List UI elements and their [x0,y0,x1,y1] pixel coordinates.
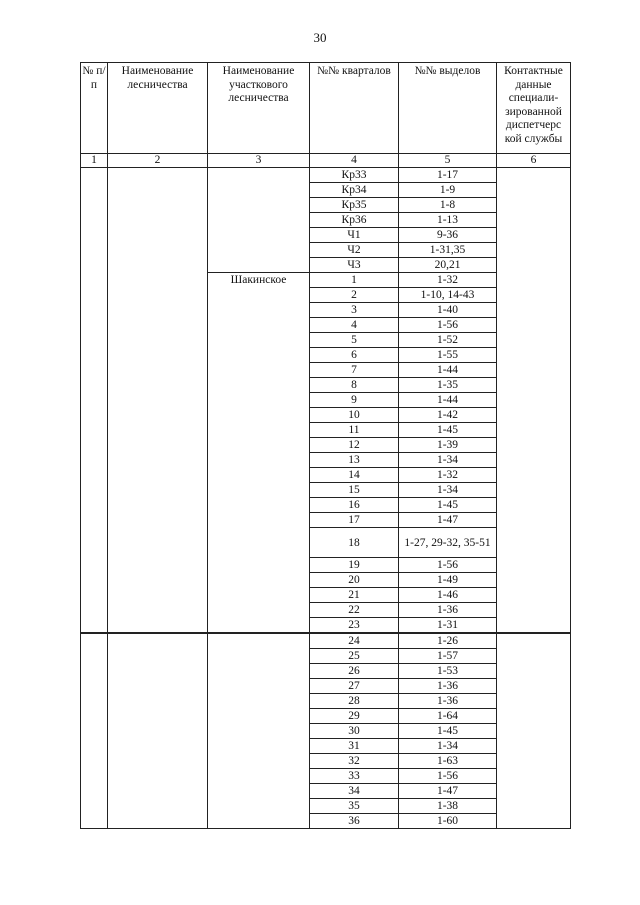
sections-cell: 1-44 [399,363,497,378]
sections-cell: 1-10, 14-43 [399,288,497,303]
quarter-cell: 17 [310,513,399,528]
quarter-cell: 11 [310,423,399,438]
sections-cell: 1-52 [399,333,497,348]
sections-cell: 1-56 [399,558,497,573]
quarter-cell: 27 [310,679,399,694]
quarter-cell: Кр34 [310,183,399,198]
quarter-cell: 36 [310,814,399,829]
quarter-cell: 31 [310,739,399,754]
quarter-cell: Кр33 [310,168,399,183]
quarter-cell: 10 [310,408,399,423]
forestry-name-cell [108,633,208,829]
quarter-cell: 16 [310,498,399,513]
quarter-cell: 12 [310,438,399,453]
sections-cell: 1-46 [399,588,497,603]
quarter-cell: 2 [310,288,399,303]
sections-cell: 1-36 [399,694,497,709]
quarter-cell: 3 [310,303,399,318]
quarter-cell: 4 [310,318,399,333]
header-sections: №№ выделов [399,63,497,154]
quarter-cell: Ч2 [310,243,399,258]
header-forestry-name: Наименование лесничества [108,63,208,154]
sections-cell: 1-47 [399,513,497,528]
table-row [81,168,571,183]
sections-cell: 1-64 [399,709,497,724]
quarter-cell: Ч3 [310,258,399,273]
quarter-cell: 5 [310,333,399,348]
quarter-cell: 23 [310,618,399,634]
quarter-cell: 20 [310,573,399,588]
column-number: 4 [310,154,399,168]
sections-cell: 1-32 [399,468,497,483]
sections-cell: 1-13 [399,213,497,228]
page-number: 30 [313,30,327,45]
sections-cell: 1-34 [399,739,497,754]
quarter-cell: 8 [310,378,399,393]
sections-cell: 1-44 [399,393,497,408]
column-number: 5 [399,154,497,168]
quarter-cell: 30 [310,724,399,739]
quarter-cell: 35 [310,799,399,814]
column-number: 6 [497,154,571,168]
sections-cell: 1-55 [399,348,497,363]
forestry-table [80,62,571,829]
sections-cell: 1-49 [399,573,497,588]
row-number-cell [81,633,108,829]
sections-cell: 1-47 [399,784,497,799]
sections-cell: 1-42 [399,408,497,423]
quarter-cell: 21 [310,588,399,603]
district-forestry-cell [208,168,310,273]
quarter-cell: 32 [310,754,399,769]
quarter-cell: 19 [310,558,399,573]
sections-cell: 1-38 [399,799,497,814]
table-row [81,633,571,649]
quarter-cell: Кр35 [310,198,399,213]
row-number-cell [81,168,108,634]
header-number: № п/п [81,63,108,154]
quarter-cell: 14 [310,468,399,483]
column-number: 2 [108,154,208,168]
sections-cell: 1-36 [399,679,497,694]
quarter-cell: 26 [310,664,399,679]
header-dispatch-contacts: Контактные данные специали-зированной диспетчерс кой службы [497,63,571,154]
quarter-cell: 6 [310,348,399,363]
sections-cell: 1-17 [399,168,497,183]
table-block-1 [81,168,571,634]
sections-cell: 1-60 [399,814,497,829]
forestry-name-cell [108,168,208,634]
quarter-cell: 15 [310,483,399,498]
column-number: 1 [81,154,108,168]
dispatch-contacts-cell [497,633,571,829]
quarter-cell: 24 [310,633,399,649]
sections-cell: 1-53 [399,664,497,679]
quarter-cell: 28 [310,694,399,709]
quarter-cell: 22 [310,603,399,618]
quarter-cell: 7 [310,363,399,378]
sections-cell: 1-56 [399,318,497,333]
sections-cell: 1-36 [399,603,497,618]
table-block-2 [81,633,571,829]
header-district-forestry-name: Наименование участкового лесничества [208,63,310,154]
header-quarters: №№ кварталов [310,63,399,154]
column-number: 3 [208,154,310,168]
district-forestry-cell [208,633,310,829]
sections-cell: 1-34 [399,453,497,468]
sections-cell: 1-63 [399,754,497,769]
sections-cell: 9-36 [399,228,497,243]
quarter-cell: 34 [310,784,399,799]
sections-cell: 1-45 [399,498,497,513]
sections-cell: 1-45 [399,724,497,739]
quarter-cell: 18 [310,528,399,558]
quarter-cell: 9 [310,393,399,408]
sections-cell: 1-34 [399,483,497,498]
quarter-cell: 13 [310,453,399,468]
sections-cell: 1-35 [399,378,497,393]
sections-cell: 1-27, 29-32, 35-51 [399,528,497,558]
sections-cell: 1-31 [399,618,497,634]
sections-cell: 1-9 [399,183,497,198]
sections-cell: 1-39 [399,438,497,453]
dispatch-contacts-cell [497,168,571,634]
quarter-cell: 1 [310,273,399,288]
table-header [81,63,571,168]
quarter-cell: Кр36 [310,213,399,228]
quarter-cell: 25 [310,649,399,664]
sections-cell: 1-40 [399,303,497,318]
sections-cell: 1-31,35 [399,243,497,258]
sections-cell: 1-56 [399,769,497,784]
sections-cell: 20,21 [399,258,497,273]
sections-cell: 1-32 [399,273,497,288]
sections-cell: 1-45 [399,423,497,438]
quarter-cell: 33 [310,769,399,784]
sections-cell: 1-26 [399,633,497,649]
quarter-cell: 29 [310,709,399,724]
quarter-cell: Ч1 [310,228,399,243]
district-forestry-cell: Шакинское [208,273,310,634]
sections-cell: 1-8 [399,198,497,213]
sections-cell: 1-57 [399,649,497,664]
